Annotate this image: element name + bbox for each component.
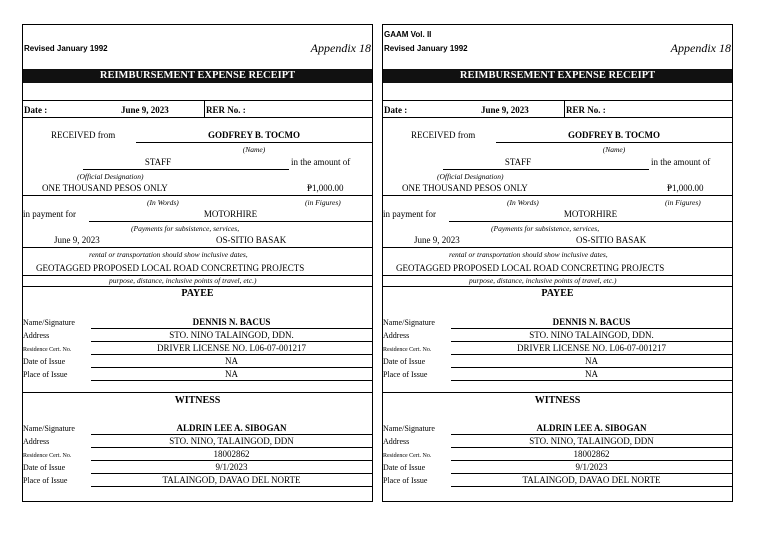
payee-date-of-issue-label: Date of Issue <box>23 357 66 366</box>
date-value: June 9, 2023 <box>481 105 529 115</box>
purpose-caption: purpose, distance, inclusive points of travel, etc.) <box>109 276 257 285</box>
purpose-caption: purpose, distance, inclusive points of travel, etc.) <box>469 276 617 285</box>
underline <box>91 460 372 461</box>
witness-residence-cert: 18002862 <box>213 449 250 459</box>
travel-route: OS-SITIO BASAK <box>216 235 287 245</box>
rental-caption: rental or transportation should show inclusive dates, <box>449 250 608 259</box>
underline <box>91 473 372 474</box>
payee-address-label: Address <box>383 331 410 340</box>
witness-place-of-issue: TALAINGOD, DAVAO DEL NORTE <box>522 475 661 485</box>
amount-of-label: in the amount of <box>291 157 351 167</box>
receipt-form-right <box>382 24 733 502</box>
payments-caption: (Payments for subsistence, services, <box>131 224 240 233</box>
designation-caption: (Official Designation) <box>77 172 144 181</box>
underline <box>451 447 732 448</box>
section-divider <box>383 392 732 393</box>
underline <box>89 221 372 222</box>
witness-residence-cert-label: Residence Cert. No. <box>383 453 432 459</box>
payee-residence-cert-label: Residence Cert. No. <box>23 347 72 353</box>
witness-date-of-issue-label: Date of Issue <box>23 463 66 472</box>
underline <box>91 341 372 342</box>
witness-date-of-issue: 9/1/2023 <box>575 462 608 472</box>
payee-residence-cert: DRIVER LICENSE NO. L06-07-001217 <box>157 343 306 353</box>
received-from-name: GODFREY B. TOCMO <box>567 130 661 140</box>
witness-name: ALDRIN LEE A. SIBOGAN <box>176 423 287 433</box>
rental-caption: rental or transportation should show inclusive dates, <box>89 250 248 259</box>
payee-place-of-issue-label: Place of Issue <box>23 370 68 379</box>
payee-place-of-issue-label: Place of Issue <box>383 370 428 379</box>
purpose-value: GEOTAGGED PROPOSED LOCAL ROAD CONCRETING PROJECTS <box>396 263 665 273</box>
underline <box>383 247 732 248</box>
rer-number-label: RER No. : <box>206 105 246 115</box>
revised-label: Revised January 1992 <box>24 44 108 53</box>
payment-for-value: MOTORHIRE <box>203 209 258 219</box>
underline <box>451 380 732 381</box>
designation-value: STAFF <box>144 157 172 167</box>
divider <box>564 101 565 117</box>
underline <box>91 354 372 355</box>
payee-address: STO. NINO TALAINGOD, DDN. <box>529 330 654 340</box>
words-caption: (In Words) <box>147 198 179 207</box>
name-caption: (Name) <box>242 145 266 154</box>
received-from-label: RECEIVED from <box>411 130 476 140</box>
form-title: REIMBURSEMENT EXPENSE RECEIPT <box>23 69 372 83</box>
underline <box>91 367 372 368</box>
divider <box>204 101 205 117</box>
underline <box>91 447 372 448</box>
payee-name: DENNIS N. BACUS <box>192 317 271 327</box>
form-title: REIMBURSEMENT EXPENSE RECEIPT <box>383 69 732 83</box>
payee-heading: PAYEE <box>541 288 574 299</box>
underline <box>449 221 732 222</box>
underline <box>91 380 372 381</box>
amount-in-figures: ₱1,000.00 <box>307 183 344 193</box>
words-caption: (In Words) <box>507 198 539 207</box>
received-from-label: RECEIVED from <box>51 130 116 140</box>
witness-date-of-issue-label: Date of Issue <box>383 463 426 472</box>
payee-date-of-issue: NA <box>585 356 598 366</box>
underline <box>451 354 732 355</box>
date-label: Date : <box>24 105 48 115</box>
receipt-form-left <box>22 24 373 502</box>
underline <box>451 473 732 474</box>
witness-place-of-issue-label: Place of Issue <box>383 476 428 485</box>
appendix-label: Appendix 18 <box>670 41 731 55</box>
underline <box>83 169 289 170</box>
designation-value: STAFF <box>504 157 532 167</box>
witness-heading: WITNESS <box>534 395 581 406</box>
divider <box>383 117 732 118</box>
witness-address-label: Address <box>383 437 410 446</box>
witness-address: STO. NINO, TALAINGOD, DDN <box>169 436 294 446</box>
witness-address-label: Address <box>23 437 50 446</box>
figures-caption: (in Figures) <box>665 198 701 207</box>
witness-residence-cert-label: Residence Cert. No. <box>23 453 72 459</box>
underline <box>23 195 372 196</box>
witness-address: STO. NINO, TALAINGOD, DDN <box>529 436 654 446</box>
amount-of-label: in the amount of <box>651 157 711 167</box>
travel-date: June 9, 2023 <box>414 235 460 245</box>
section-divider <box>383 286 732 287</box>
section-divider <box>23 286 372 287</box>
payee-heading: PAYEE <box>181 288 214 299</box>
purpose-value: GEOTAGGED PROPOSED LOCAL ROAD CONCRETING PROJECTS <box>36 263 305 273</box>
underline <box>451 460 732 461</box>
underline <box>496 142 732 143</box>
payee-name-signature-label: Name/Signature <box>23 318 75 327</box>
payee-name: DENNIS N. BACUS <box>552 317 631 327</box>
witness-residence-cert: 18002862 <box>573 449 610 459</box>
amount-in-figures: ₱1,000.00 <box>667 183 704 193</box>
underline <box>451 434 732 435</box>
date-label: Date : <box>384 105 408 115</box>
underline <box>443 169 649 170</box>
travel-route: OS-SITIO BASAK <box>576 235 647 245</box>
payee-place-of-issue: NA <box>225 369 238 379</box>
underline <box>136 142 372 143</box>
date-value: June 9, 2023 <box>121 105 169 115</box>
payee-address-label: Address <box>23 331 50 340</box>
section-divider <box>23 392 372 393</box>
received-from-name: GODFREY B. TOCMO <box>207 130 301 140</box>
divider <box>23 117 372 118</box>
witness-name-signature-label: Name/Signature <box>23 424 75 433</box>
name-caption: (Name) <box>602 145 626 154</box>
appendix-label: Appendix 18 <box>310 41 371 55</box>
witness-heading: WITNESS <box>174 395 221 406</box>
divider <box>383 100 732 101</box>
underline <box>91 486 372 487</box>
underline <box>91 434 372 435</box>
rer-number-label: RER No. : <box>566 105 606 115</box>
revised-label: Revised January 1992 <box>384 44 468 53</box>
payee-date-of-issue-label: Date of Issue <box>383 357 426 366</box>
payments-caption: (Payments for subsistence, services, <box>491 224 600 233</box>
payee-place-of-issue: NA <box>585 369 598 379</box>
underline <box>451 486 732 487</box>
designation-caption: (Official Designation) <box>437 172 504 181</box>
witness-name-signature-label: Name/Signature <box>383 424 435 433</box>
underline <box>451 328 732 329</box>
witness-place-of-issue-label: Place of Issue <box>23 476 68 485</box>
underline <box>451 367 732 368</box>
volume-label: GAAM Vol. II <box>384 30 432 39</box>
witness-date-of-issue: 9/1/2023 <box>215 462 248 472</box>
amount-in-words: ONE THOUSAND PESOS ONLY <box>402 183 528 193</box>
payment-for-value: MOTORHIRE <box>563 209 618 219</box>
payee-name-signature-label: Name/Signature <box>383 318 435 327</box>
witness-place-of-issue: TALAINGOD, DAVAO DEL NORTE <box>162 475 301 485</box>
payee-address: STO. NINO TALAINGOD, DDN. <box>169 330 294 340</box>
payment-for-label: in payment for <box>23 209 76 219</box>
payee-date-of-issue: NA <box>225 356 238 366</box>
payee-residence-cert-label: Residence Cert. No. <box>383 347 432 353</box>
witness-name: ALDRIN LEE A. SIBOGAN <box>536 423 647 433</box>
figures-caption: (in Figures) <box>305 198 341 207</box>
underline <box>23 247 372 248</box>
underline <box>451 341 732 342</box>
payment-for-label: in payment for <box>383 209 436 219</box>
payee-residence-cert: DRIVER LICENSE NO. L06-07-001217 <box>517 343 666 353</box>
travel-date: June 9, 2023 <box>54 235 100 245</box>
underline <box>383 195 732 196</box>
underline <box>91 328 372 329</box>
amount-in-words: ONE THOUSAND PESOS ONLY <box>42 183 168 193</box>
divider <box>23 100 372 101</box>
